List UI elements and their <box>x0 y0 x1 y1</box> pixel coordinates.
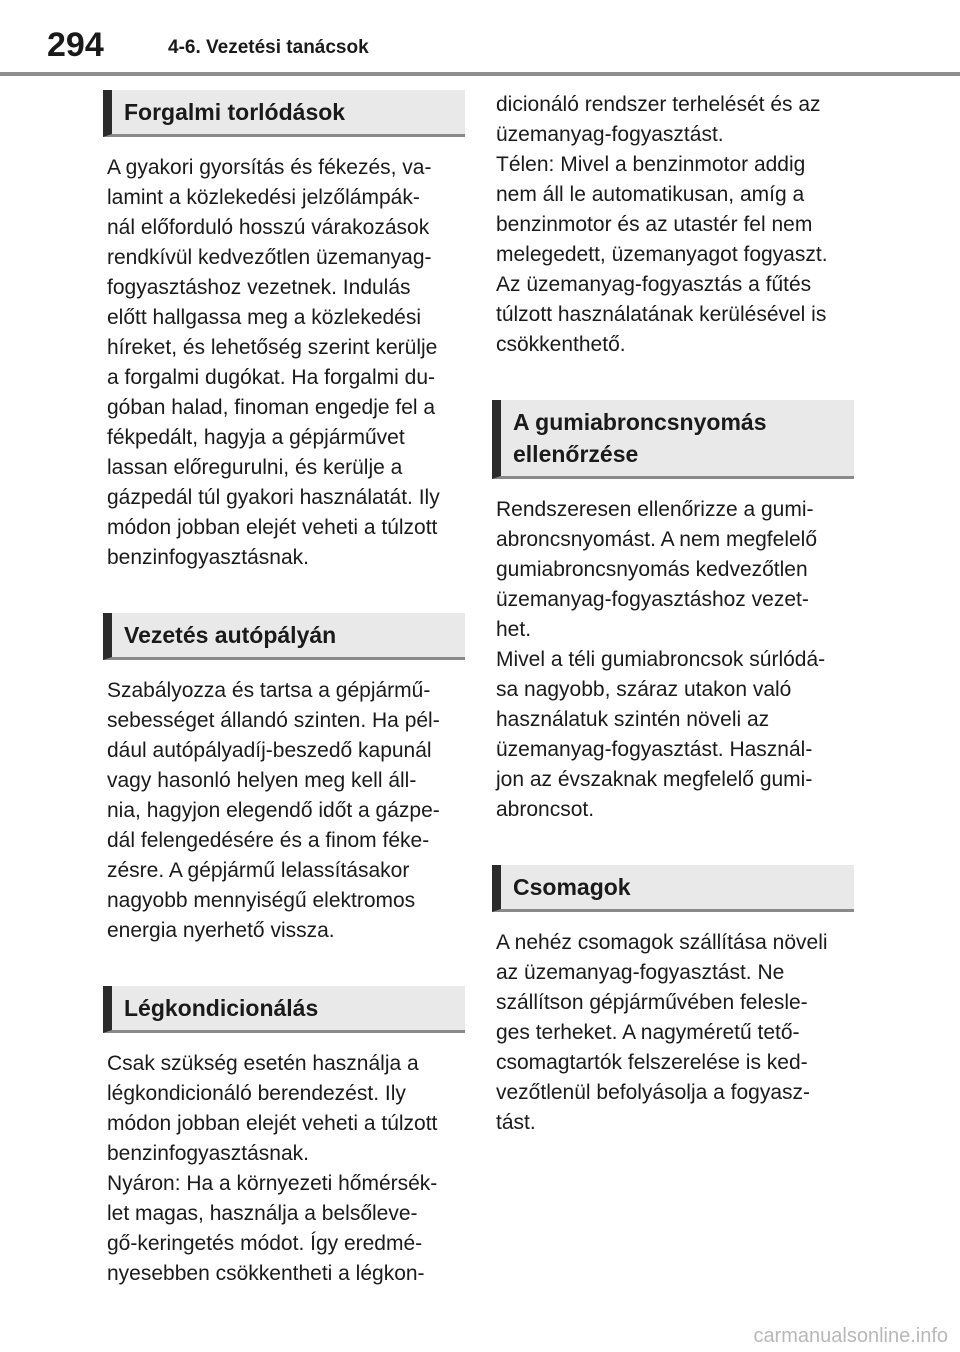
section-text-highway: Szabályozza és tartsa a gépjármű- sebességet állandó szinten. Ha pél- dául autópályadíj-beszedő kapunál vagy hasonló helyen meg kell áll- nia, hagyjon elegendő időt a gázpe- dál felengedésére és a finom féke- zésre. A gépjármű lelassításakor nagyobb mennyiségű elektromos energia nyerhető vissza. <box>107 679 440 942</box>
left-column <box>103 90 465 1289</box>
page-header <box>0 0 960 80</box>
section-heading-luggage: Csomagok <box>492 865 854 912</box>
section-text-air-conditioning: Csak szükség esetén használja a légkondicionáló berendezést. Ily módon jobban elejét veheti a túlzott benzinfogyasztásnak. Nyáron: Ha a környezeti hőmérsék- let magas, használja a belsőleve- gő-keringetés módot. Így eredmé- nyesebben csökkentheti a légkon- <box>107 1052 438 1285</box>
section-text-tire-pressure: Rendszeresen ellenőrizze a gumi- abroncsnyomást. A nem megfelelő gumiabroncsnyomás kedvezőtlen üzemanyag-fogyasztáshoz vezet- het. Mivel a téli gumiabroncsok súrlódá- sa nagyobb, száraz utakon való használatuk szintén növeli az üzemanyag-fogyasztást. Használ- jon az évszaknak megfelelő gumi- abroncsot. <box>496 498 826 821</box>
section-heading-air-conditioning: Légkondicionálás <box>103 986 465 1033</box>
section-text-air-conditioning-continued: dicionáló rendszer terhelését és az üzemanyag-fogyasztást. Télen: Mivel a benzinmotor addig nem áll le automatikusan, amíg a benzinmotor és az utastér fel nem melegedett, üzemanyagot fogyaszt. Az üzemanyag-fogyasztás a fűtés túlzott használatának kerülésével is csökkenthető. <box>496 93 828 356</box>
right-column <box>492 90 854 1138</box>
section-heading-highway: Vezetés autópályán <box>103 613 465 660</box>
header-divider <box>0 72 960 76</box>
chapter-title: 4-6. Vezetési tanácsok <box>168 37 369 58</box>
section-text-traffic: A gyakori gyorsítás és fékezés, va- lamint a közlekedési jelzőlámpák- nál előforduló hosszú várakozások rendkívül kedvezőtlen üzemanyag- fogyasztáshoz vezetnek. Indulás előtt hallgassa meg a közlekedési híreket, és lehetőség szerint kerülje a forgalmi dugókat. Ha forgalmi du- góban halad, finoman engedje fel a fékpedált, hagyja a gépjárművet lassan előregurulni, és kerülje a gázpedál túl gyakori használatát. Ily módon jobban elejét veheti a túlzott benzinfogyasztásnak. <box>107 156 440 569</box>
page-number: 294 <box>47 26 104 64</box>
section-heading-traffic: Forgalmi torlódások <box>103 90 465 137</box>
section-text-luggage: A nehéz csomagok szállítása növeli az üzemanyag-fogyasztást. Ne szállítson gépjárművében felesle- ges terheket. A nagyméretű tető- csomagtartók felszerelése is ked- vezőtlenül befolyásolja a fogyasz- tást. <box>496 931 828 1134</box>
section-heading-tire-pressure: A gumiabroncsnyomás ellenőrzése <box>492 400 854 479</box>
watermark: carmanualsonline.info <box>753 1325 948 1347</box>
